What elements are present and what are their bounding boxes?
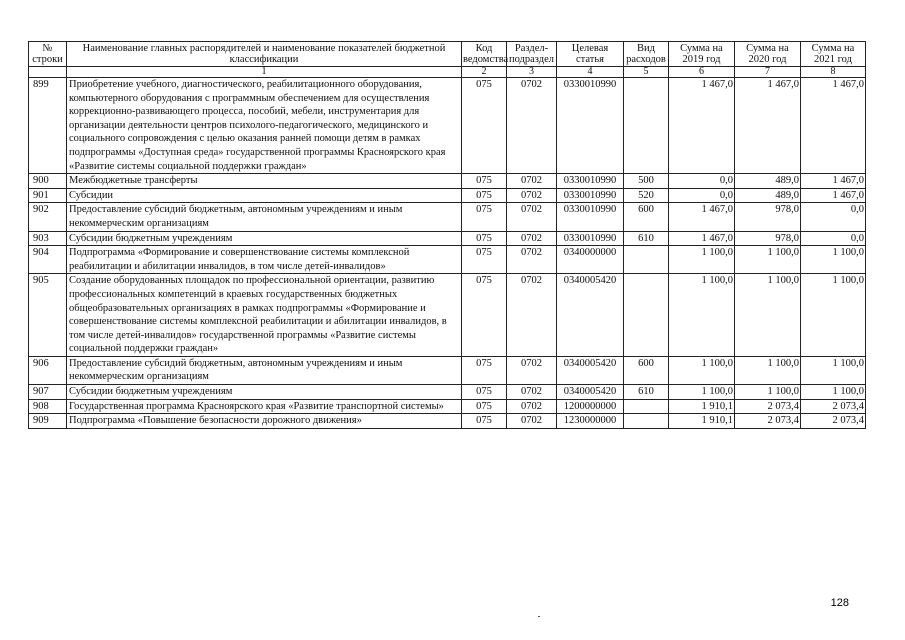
row-dept-cell: 075 [462, 203, 507, 231]
column-number: 8 [801, 67, 866, 78]
row-sum-2021-cell: 1 100,0 [801, 246, 866, 274]
row-number-cell: 901 [29, 188, 67, 203]
row-name-cell: Субсидии бюджетным учреждениям [67, 231, 462, 246]
row-section-cell: 0702 [507, 78, 557, 174]
row-sum-2020-cell: 1 467,0 [735, 78, 801, 174]
row-dept-cell: 075 [462, 274, 507, 357]
row-sum-2019-cell: 1 910,1 [669, 414, 735, 429]
row-expense-type-cell: 610 [624, 385, 669, 400]
row-sum-2021-cell: 1 467,0 [801, 188, 866, 203]
row-section-cell: 0702 [507, 188, 557, 203]
row-sum-2020-cell: 1 100,0 [735, 274, 801, 357]
row-expense-type-cell [624, 246, 669, 274]
table-row [29, 246, 866, 274]
row-expense-type-cell [624, 78, 669, 174]
row-sum-2020-cell: 978,0 [735, 231, 801, 246]
row-sum-2019-cell: 1 910,1 [669, 399, 735, 414]
row-sum-2021-cell: 1 467,0 [801, 174, 866, 189]
table-row [29, 174, 866, 189]
row-name-cell: Предоставление субсидий бюджетным, автономным учреждениям и иным некоммерческим организациям [67, 203, 462, 231]
row-sum-2020-cell: 489,0 [735, 188, 801, 203]
row-name-cell: Предоставление субсидий бюджетным, автономным учреждениям и иным некоммерческим организациям [67, 356, 462, 384]
row-name-cell: Приобретение учебного, диагностического, реабилитационного оборудования, компьютерного оборудования с программным обеспечением для осуществления коррекционно-развивающего процесса, пособий, мебели, инструментария для организации деятельности центров психолого-педагогического, медицинского и социального сопровождения с целью оказания ранней помощи детям в рамках подпрограммы «Доступная среда» государственной программы Красноярского края «Развитие системы социальной поддержки граждан» [67, 78, 462, 174]
table-row [29, 385, 866, 400]
row-section-cell: 0702 [507, 414, 557, 429]
column-number: 1 [67, 67, 462, 78]
row-section-cell: 0702 [507, 356, 557, 384]
header-expense-type: Вид расходов [624, 42, 669, 67]
row-sum-2021-cell: 1 100,0 [801, 274, 866, 357]
budget-table [28, 41, 866, 429]
page-number: 128 [830, 597, 849, 609]
scan-dot [538, 616, 540, 617]
header-sum-2020: Сумма на 2020 год [735, 42, 801, 67]
column-number: 6 [669, 67, 735, 78]
row-target-cell: 0330010990 [557, 188, 624, 203]
header-row-no: № строки [29, 42, 67, 67]
row-name-cell: Межбюджетные трансферты [67, 174, 462, 189]
row-sum-2021-cell: 2 073,4 [801, 399, 866, 414]
column-number [29, 67, 67, 78]
row-expense-type-cell: 500 [624, 174, 669, 189]
row-sum-2021-cell: 1 100,0 [801, 356, 866, 384]
row-sum-2019-cell: 1 100,0 [669, 356, 735, 384]
row-dept-cell: 075 [462, 188, 507, 203]
row-number-cell: 905 [29, 274, 67, 357]
row-name-cell: Субсидии [67, 188, 462, 203]
row-target-cell: 0330010990 [557, 78, 624, 174]
row-dept-cell: 075 [462, 246, 507, 274]
row-name-cell: Создание оборудованных площадок по профессиональной ориентации, развитию профессиональных компетенций в краевых государственных бюджетных общеобразовательных организациях в рамках подпрограммы «Формирование и совершенствование системы комплексной реабилитации и абилитации инвалидов, в том числе детей-инвалидов» государственной программы «Развитие системы социальной поддержки граждан» [67, 274, 462, 357]
row-sum-2021-cell: 0,0 [801, 203, 866, 231]
column-number: 3 [507, 67, 557, 78]
column-number: 7 [735, 67, 801, 78]
header-sum-2021: Сумма на 2021 год [801, 42, 866, 67]
row-number-cell: 902 [29, 203, 67, 231]
row-name-cell: Субсидии бюджетным учреждениям [67, 385, 462, 400]
row-sum-2020-cell: 1 100,0 [735, 246, 801, 274]
row-section-cell: 0702 [507, 399, 557, 414]
row-sum-2019-cell: 1 100,0 [669, 385, 735, 400]
table-row [29, 188, 866, 203]
row-expense-type-cell: 600 [624, 356, 669, 384]
table-row [29, 231, 866, 246]
row-sum-2021-cell: 1 100,0 [801, 385, 866, 400]
row-target-cell: 0340000000 [557, 246, 624, 274]
row-dept-cell: 075 [462, 231, 507, 246]
table-row [29, 203, 866, 231]
header-target: Целевая статья [557, 42, 624, 67]
table-body [29, 78, 866, 429]
row-sum-2019-cell: 1 100,0 [669, 246, 735, 274]
row-target-cell: 0330010990 [557, 174, 624, 189]
column-number: 5 [624, 67, 669, 78]
row-sum-2020-cell: 489,0 [735, 174, 801, 189]
row-number-cell: 903 [29, 231, 67, 246]
row-expense-type-cell: 520 [624, 188, 669, 203]
row-number-cell: 904 [29, 246, 67, 274]
row-section-cell: 0702 [507, 231, 557, 246]
row-dept-cell: 075 [462, 78, 507, 174]
row-number-cell: 907 [29, 385, 67, 400]
row-sum-2019-cell: 0,0 [669, 174, 735, 189]
row-section-cell: 0702 [507, 174, 557, 189]
row-sum-2020-cell: 1 100,0 [735, 385, 801, 400]
row-expense-type-cell [624, 274, 669, 357]
column-number: 2 [462, 67, 507, 78]
row-target-cell: 0330010990 [557, 231, 624, 246]
row-number-cell: 906 [29, 356, 67, 384]
row-sum-2020-cell: 978,0 [735, 203, 801, 231]
row-sum-2020-cell: 1 100,0 [735, 356, 801, 384]
row-sum-2019-cell: 0,0 [669, 188, 735, 203]
row-expense-type-cell: 610 [624, 231, 669, 246]
table-row [29, 78, 866, 174]
row-sum-2021-cell: 1 467,0 [801, 78, 866, 174]
row-sum-2021-cell: 2 073,4 [801, 414, 866, 429]
row-section-cell: 0702 [507, 203, 557, 231]
header-name: Наименование главных распорядителей и наименование показателей бюджетной классификации [67, 42, 462, 67]
row-expense-type-cell [624, 399, 669, 414]
row-name-cell: Подпрограмма «Формирование и совершенствование системы комплексной реабилитации и абилитации инвалидов, в том числе детей-инвалидов» [67, 246, 462, 274]
row-sum-2019-cell: 1 100,0 [669, 274, 735, 357]
row-target-cell: 0340005420 [557, 356, 624, 384]
row-target-cell: 0330010990 [557, 203, 624, 231]
row-dept-cell: 075 [462, 356, 507, 384]
row-dept-cell: 075 [462, 414, 507, 429]
row-dept-cell: 075 [462, 399, 507, 414]
column-number: 4 [557, 67, 624, 78]
row-sum-2019-cell: 1 467,0 [669, 231, 735, 246]
row-number-cell: 899 [29, 78, 67, 174]
header-row [29, 42, 866, 67]
table-row [29, 414, 866, 429]
header-sum-2019: Сумма на 2019 год [669, 42, 735, 67]
table-row [29, 356, 866, 384]
table-row [29, 274, 866, 357]
row-sum-2021-cell: 0,0 [801, 231, 866, 246]
row-number-cell: 900 [29, 174, 67, 189]
row-sum-2020-cell: 2 073,4 [735, 399, 801, 414]
row-dept-cell: 075 [462, 174, 507, 189]
row-dept-cell: 075 [462, 385, 507, 400]
row-name-cell: Подпрограмма «Повышение безопасности дорожного движения» [67, 414, 462, 429]
row-target-cell: 1200000000 [557, 399, 624, 414]
row-target-cell: 1230000000 [557, 414, 624, 429]
header-section: Раздел-подраздел [507, 42, 557, 67]
row-sum-2019-cell: 1 467,0 [669, 78, 735, 174]
row-sum-2019-cell: 1 467,0 [669, 203, 735, 231]
table-row [29, 399, 866, 414]
row-name-cell: Государственная программа Красноярского края «Развитие транспортной системы» [67, 399, 462, 414]
row-section-cell: 0702 [507, 246, 557, 274]
row-target-cell: 0340005420 [557, 274, 624, 357]
row-sum-2020-cell: 2 073,4 [735, 414, 801, 429]
row-section-cell: 0702 [507, 385, 557, 400]
row-expense-type-cell: 600 [624, 203, 669, 231]
row-expense-type-cell [624, 414, 669, 429]
row-number-cell: 908 [29, 399, 67, 414]
column-number-row [29, 67, 866, 78]
row-target-cell: 0340005420 [557, 385, 624, 400]
header-dept: Код ведомства [463, 43, 509, 65]
row-number-cell: 909 [29, 414, 67, 429]
row-section-cell: 0702 [507, 274, 557, 357]
